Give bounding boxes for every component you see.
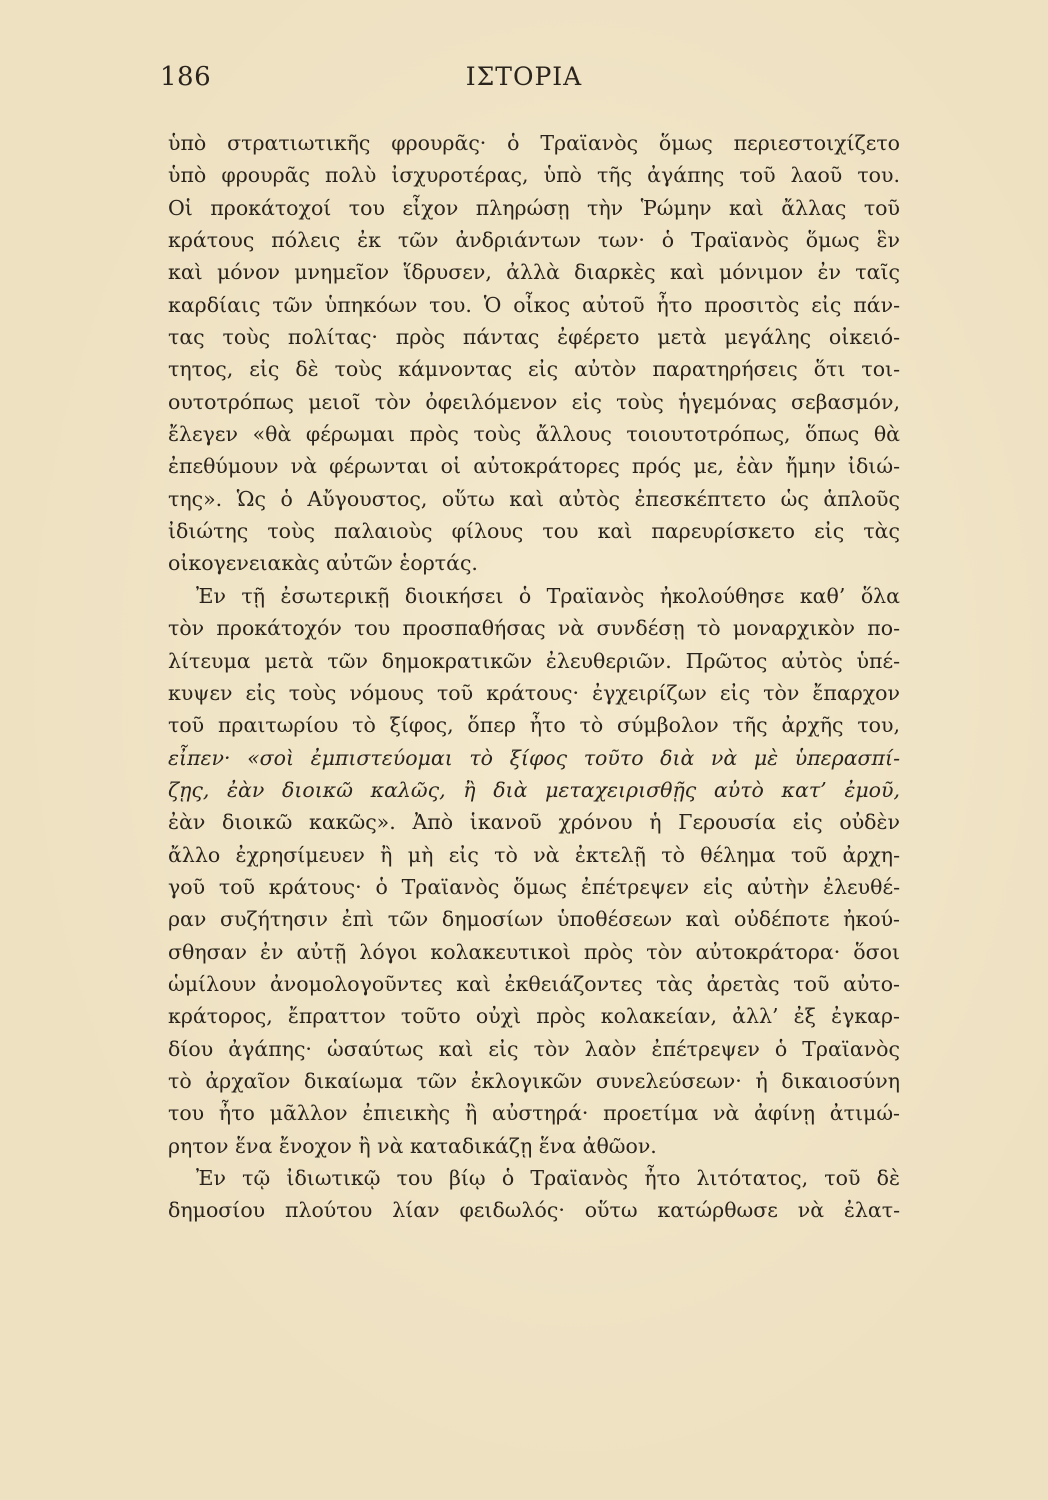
- page-header: [0, 62, 1048, 102]
- text-line: καὶ μόνον μνημεῖον ἵδρυσεν, ἀλλὰ διαρκὲς καὶ μόνιμον ἐν ταῖς: [168, 260, 900, 285]
- text-line: τητος, εἰς δὲ τοὺς κάμνοντας εἰς αὐτὸν παρατηρήσεις ὅτι τοι-: [168, 357, 900, 382]
- text-line: ὡμίλουν ἀνομολογοῦντες καὶ ἐκθειάζοντες τὰς ἀρετὰς τοῦ αὐτο-: [168, 971, 900, 996]
- text-line: τὸ ἀρχαῖον δικαίωμα τῶν ἐκλογικῶν συνελεύσεων· ἡ δικαιοσύνη: [168, 1068, 900, 1093]
- text-line: Οἱ προκάτοχοί του εἶχον πληρώσῃ τὴν Ῥώμην καὶ ἄλλας τοῦ: [168, 195, 900, 220]
- text-line: ουτοτρόπως μειοῖ τὸν ὀφειλόμενον εἰς τοὺς ἡγεμόνας σεβασμόν,: [168, 389, 900, 414]
- text-line: κράτορος, ἔπραττον τοῦτο οὐχὶ πρὸς κολακείαν, ἀλλ’ ἐξ ἐγκαρ-: [168, 1004, 900, 1029]
- text-line: τοῦ πραιτωρίου τὸ ξίφος, ὅπερ ἦτο τὸ σύμβολον τῆς ἀρχῆς του,: [168, 713, 900, 738]
- text-line: ἐὰν διοικῶ κακῶς». Ἀπὸ ἱκανοῦ χρόνου ἡ Γερουσία εἰς οὐδὲν: [168, 810, 900, 835]
- text-line: ἐπεθύμουν νὰ φέρωνται οἱ αὐτοκράτορες πρός με, ἐὰν ἤμην ἰδιώ-: [168, 454, 900, 479]
- text-line: ἔλεγεν «θὰ φέρωμαι πρὸς τοὺς ἄλλους τοιουτοτρόπως, ὅπως θὰ: [168, 422, 900, 447]
- text-line: ζῃς, ἐὰν διοικῶ καλῶς, ἢ διὰ μεταχειρισθῇς αὐτὸ κατ’ ἐμοῦ,: [168, 777, 900, 802]
- text-line: εἶπεν· «σοὶ ἐμπιστεύομαι τὸ ξίφος τοῦτο διὰ νὰ μὲ ὑπερασπί-: [168, 745, 900, 770]
- text-line: της». Ὡς ὁ Αὔγουστος, οὕτω καὶ αὐτὸς ἐπεσκέπτετο ὡς ἁπλοῦς: [168, 486, 900, 511]
- body-text: [168, 127, 900, 1227]
- text-line: Ἐν τῷ ἰδιωτικῷ του βίῳ ὁ Τραϊανὸς ἦτο λιτότατος, τοῦ δὲ: [196, 1166, 900, 1190]
- text-line: δημοσίου πλούτου λίαν φειδωλός· οὕτω κατώρθωσε νὰ ἐλατ-: [168, 1198, 900, 1223]
- text-line: ὑπὸ φρουρᾶς πολὺ ἰσχυροτέρας, ὑπὸ τῆς ἀγάπης τοῦ λαοῦ του.: [168, 163, 900, 188]
- text-line: τας τοὺς πολίτας· πρὸς πάντας ἐφέρετο μετὰ μεγάλης οἰκειό-: [168, 325, 900, 350]
- text-line: τὸν προκάτοχόν του προσπαθήσας νὰ συνδέσῃ τὸ μοναρχικὸν πο-: [168, 616, 900, 641]
- text-line: δίου ἀγάπης· ὡσαύτως καὶ εἰς τὸν λαὸν ἐπέτρεψεν ὁ Τραϊανὸς: [168, 1036, 900, 1061]
- text-line: ὑπὸ στρατιωτικῆς φρουρᾶς· ὁ Τραϊανὸς ὅμως περιεστοιχίζετο: [168, 131, 900, 155]
- text-line: οἰκογενειακὰς αὐτῶν ἑορτάς.: [168, 551, 478, 576]
- running-title: ΙΣΤΟΡΙΑ: [465, 62, 583, 91]
- text-line: ραν συζήτησιν ἐπὶ τῶν δημοσίων ὑποθέσεων καὶ οὐδέποτε ἠκού-: [168, 907, 900, 932]
- text-line: λίτευμα μετὰ τῶν δημοκρατικῶν ἐλευθεριῶν. Πρῶτος αὐτὸς ὑπέ-: [168, 648, 900, 673]
- text-line: Ἐν τῇ ἐσωτερικῇ διοικήσει ὁ Τραϊανὸς ἠκολούθησε καθ’ ὅλα: [196, 583, 900, 608]
- text-line: ἄλλο ἐχρησίμευεν ἢ μὴ εἰς τὸ νὰ ἐκτελῇ τὸ θέλημα τοῦ ἀρχη-: [168, 842, 900, 867]
- text-line: κυψεν εἰς τοὺς νόμους τοῦ κράτους· ἐγχειρίζων εἰς τὸν ἔπαρχον: [168, 680, 900, 705]
- text-line: σθησαν ἐν αὐτῇ λόγοι κολακευτικοὶ πρὸς τὸν αὐτοκράτορα· ὅσοι: [168, 939, 900, 964]
- text-line: καρδίαις τῶν ὑπηκόων του. Ὁ οἶκος αὐτοῦ ἦτο προσιτὸς εἰς πάν-: [168, 292, 900, 317]
- text-line: ἰδιώτης τοὺς παλαιοὺς φίλους του καὶ παρευρίσκετο εἰς τὰς: [168, 519, 900, 544]
- page-number: 186: [160, 62, 212, 92]
- text-line: ρητον ἕνα ἔνοχον ἢ νὰ καταδικάζῃ ἕνα ἀθῶον.: [168, 1133, 657, 1158]
- text-line: κράτους πόλεις ἐκ τῶν ἀνδριάντων των· ὁ Τραϊανὸς ὅμως ἓν: [168, 228, 900, 253]
- text-line: γοῦ τοῦ κράτους· ὁ Τραϊανὸς ὅμως ἐπέτρεψεν εἰς αὐτὴν ἐλευθέ-: [168, 874, 900, 899]
- text-line: του ἦτο μᾶλλον ἐπιεικὴς ἢ αὐστηρά· προετίμα νὰ ἀφίνῃ ἀτιμώ-: [168, 1101, 900, 1126]
